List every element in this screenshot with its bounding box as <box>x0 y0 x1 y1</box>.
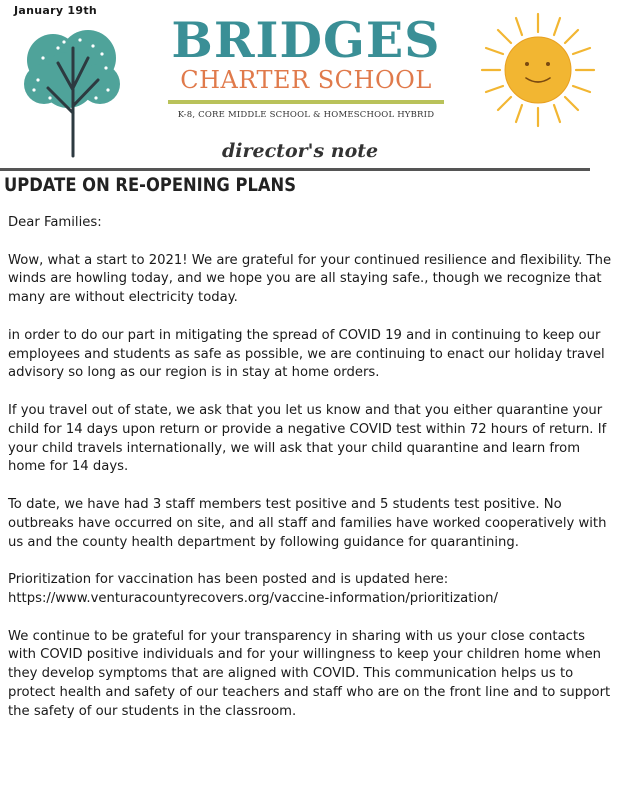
logo-divider <box>168 100 444 104</box>
paragraph: To date, we have had 3 staff members test positive and 5 students test positive. No outbreaks have occurred on site, and all staff and families have worked cooperatively with us and the county health department by following guidance for quarantining. <box>8 496 607 550</box>
logo-subtitle: CHARTER SCHOOL <box>180 66 432 94</box>
header-divider <box>0 168 590 171</box>
paragraph-vaccine-link: Prioritization for vaccination has been posted and is updated here: https://www.venturacountyrecovers.org/vaccine-information/prioritization/ <box>8 572 498 606</box>
page-title: UPDATE ON RE-OPENING PLANS <box>4 174 297 196</box>
sun-icon <box>478 10 598 130</box>
salutation: Dear Families: <box>8 215 102 230</box>
date-label: January 19th <box>14 4 98 17</box>
school-logo <box>168 11 444 120</box>
section-label: director's note <box>222 140 379 162</box>
paragraph: If you travel out of state, we ask that you let us know and that you either quarantine your child for 14 days upon return or provide a negative COVID test within 72 hours of return. If your child travels internationally, we will ask that your child quarantine and learn from home for 14 days. <box>8 402 607 475</box>
letter-body <box>8 214 612 740</box>
paragraph: Wow, what a start to 2021! We are grateful for your continued resilience and flexibility. The winds are howling today, and we hope you are all staying safe., though we recognize that many are without electricity today. <box>8 252 612 306</box>
logo-title: BRIDGES <box>171 11 441 69</box>
paragraph: in order to do our part in mitigating the spread of COVID 19 and in continuing to keep our employees and students as safe as possible, we are continuing to enact our holiday travel advisory so long as our region is in stay at home orders. <box>8 327 605 381</box>
paragraph: We continue to be grateful for your transparency in sharing with us your close contacts with COVID positive individuals and for your willingness to keep your children home when they develop symptoms that are aligned with COVID. This communication helps us to protect health and safety of our teachers and staff who are on the front line and to support the safety of our students in the classroom. <box>8 628 611 719</box>
logo-tagline: K-8, CORE MIDDLE SCHOOL & HOMESCHOOL HYBRID <box>177 110 435 120</box>
tree-icon <box>18 18 128 158</box>
